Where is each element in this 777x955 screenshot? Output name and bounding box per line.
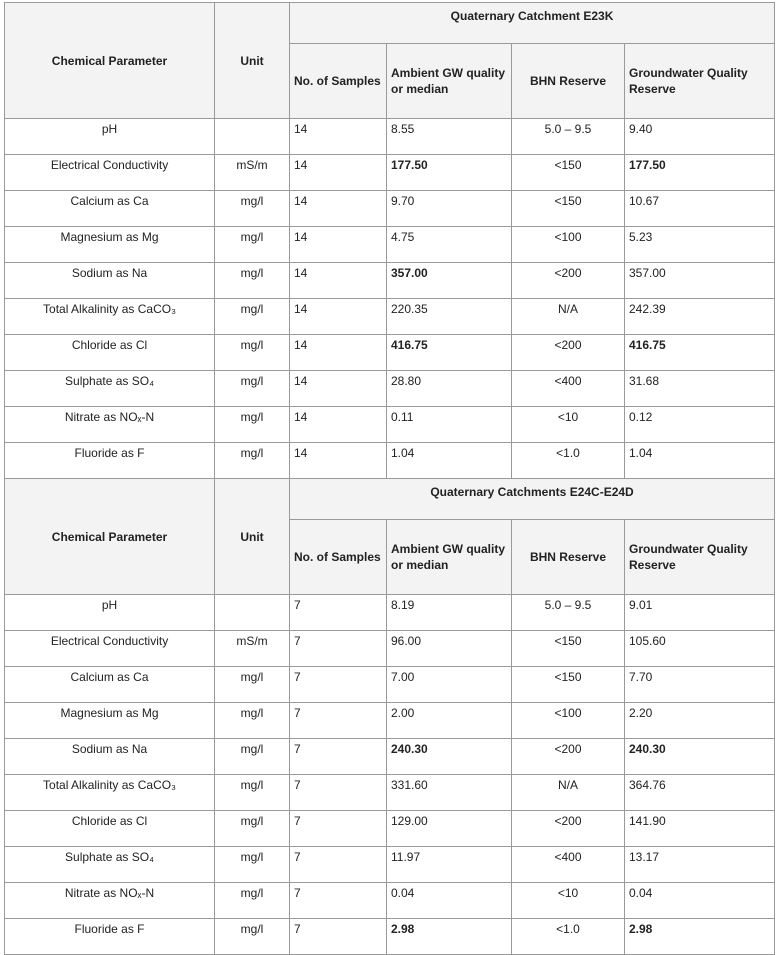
table-row [5, 407, 775, 443]
ambient-cell: 1.04 [387, 443, 512, 479]
ambient-cell: 2.98 [387, 919, 512, 955]
samples-cell: 14 [290, 119, 387, 155]
water-quality-table [4, 2, 775, 955]
table-row [5, 775, 775, 811]
table-row [5, 371, 775, 407]
header-no-of-samples: No. of Samples [290, 44, 387, 119]
samples-cell: 7 [290, 703, 387, 739]
samples-cell: 14 [290, 443, 387, 479]
chemical-parameter-cell: Calcium as Ca [5, 191, 215, 227]
samples-cell: 7 [290, 811, 387, 847]
ambient-cell: 177.50 [387, 155, 512, 191]
ambient-cell: 129.00 [387, 811, 512, 847]
chemical-parameter-cell: Sodium as Na [5, 739, 215, 775]
ambient-cell: 240.30 [387, 739, 512, 775]
bhn-reserve-cell: N/A [512, 775, 625, 811]
ambient-cell: 0.11 [387, 407, 512, 443]
bhn-reserve-cell: <100 [512, 227, 625, 263]
table-row [5, 847, 775, 883]
ambient-cell: 4.75 [387, 227, 512, 263]
bhn-reserve-cell: <1.0 [512, 919, 625, 955]
unit-cell: mg/l [215, 227, 290, 263]
chemical-parameter-cell: Nitrate as NOₓ-N [5, 883, 215, 919]
samples-cell: 7 [290, 775, 387, 811]
gwq-reserve-cell: 242.39 [625, 299, 775, 335]
chemical-parameter-cell: pH [5, 119, 215, 155]
ambient-cell: 8.55 [387, 119, 512, 155]
gwq-reserve-cell: 364.76 [625, 775, 775, 811]
gwq-reserve-cell: 2.98 [625, 919, 775, 955]
bhn-reserve-cell: <150 [512, 155, 625, 191]
ambient-cell: 11.97 [387, 847, 512, 883]
gwq-reserve-cell: 9.40 [625, 119, 775, 155]
header-chemical-parameter: Chemical Parameter [5, 479, 215, 595]
unit-cell: mS/m [215, 155, 290, 191]
unit-cell: mg/l [215, 739, 290, 775]
gwq-reserve-cell: 31.68 [625, 371, 775, 407]
ambient-cell: 8.19 [387, 595, 512, 631]
gwq-reserve-cell: 9.01 [625, 595, 775, 631]
bhn-reserve-cell: <10 [512, 407, 625, 443]
samples-cell: 14 [290, 155, 387, 191]
gwq-reserve-cell: 10.67 [625, 191, 775, 227]
chemical-parameter-cell: Chloride as Cl [5, 335, 215, 371]
unit-cell: mg/l [215, 775, 290, 811]
bhn-reserve-cell: N/A [512, 299, 625, 335]
section-title: Quaternary Catchments E24C-E24D [290, 479, 775, 520]
samples-cell: 14 [290, 371, 387, 407]
table-row [5, 919, 775, 955]
table-row [5, 739, 775, 775]
table-row [5, 155, 775, 191]
unit-cell: mg/l [215, 703, 290, 739]
header-no-of-samples: No. of Samples [290, 520, 387, 595]
section-header-row [5, 479, 775, 520]
table-row [5, 883, 775, 919]
unit-cell: mg/l [215, 299, 290, 335]
chemical-parameter-cell: Sulphate as SO₄ [5, 847, 215, 883]
unit-cell: mg/l [215, 847, 290, 883]
bhn-reserve-cell: <150 [512, 667, 625, 703]
chemical-parameter-cell: Chloride as Cl [5, 811, 215, 847]
chemical-parameter-cell: pH [5, 595, 215, 631]
unit-cell: mg/l [215, 443, 290, 479]
chemical-parameter-cell: Sulphate as SO₄ [5, 371, 215, 407]
bhn-reserve-cell: <200 [512, 739, 625, 775]
samples-cell: 14 [290, 335, 387, 371]
header-bhn-reserve: BHN Reserve [512, 520, 625, 595]
samples-cell: 7 [290, 919, 387, 955]
unit-cell: mg/l [215, 667, 290, 703]
ambient-cell: 331.60 [387, 775, 512, 811]
bhn-reserve-cell: <400 [512, 847, 625, 883]
table-row [5, 631, 775, 667]
bhn-reserve-cell: <200 [512, 335, 625, 371]
samples-cell: 7 [290, 631, 387, 667]
gwq-reserve-cell: 357.00 [625, 263, 775, 299]
ambient-cell: 7.00 [387, 667, 512, 703]
ambient-cell: 2.00 [387, 703, 512, 739]
ambient-cell: 0.04 [387, 883, 512, 919]
table-body [5, 3, 775, 955]
unit-cell: mg/l [215, 335, 290, 371]
chemical-parameter-cell: Magnesium as Mg [5, 703, 215, 739]
unit-cell: mg/l [215, 371, 290, 407]
gwq-reserve-cell: 2.20 [625, 703, 775, 739]
unit-cell: mg/l [215, 191, 290, 227]
unit-cell [215, 119, 290, 155]
gwq-reserve-cell: 13.17 [625, 847, 775, 883]
chemical-parameter-cell: Total Alkalinity as CaCO₃ [5, 775, 215, 811]
samples-cell: 7 [290, 595, 387, 631]
table-row [5, 335, 775, 371]
samples-cell: 7 [290, 667, 387, 703]
table-row [5, 443, 775, 479]
section-header-row [5, 3, 775, 44]
section-title: Quaternary Catchment E23K [290, 3, 775, 44]
table-row [5, 703, 775, 739]
gwq-reserve-cell: 141.90 [625, 811, 775, 847]
table-row [5, 667, 775, 703]
chemical-parameter-cell: Sodium as Na [5, 263, 215, 299]
bhn-reserve-cell: <1.0 [512, 443, 625, 479]
gwq-reserve-cell: 5.23 [625, 227, 775, 263]
bhn-reserve-cell: 5.0 – 9.5 [512, 595, 625, 631]
samples-cell: 14 [290, 407, 387, 443]
unit-cell: mg/l [215, 919, 290, 955]
ambient-cell: 28.80 [387, 371, 512, 407]
gwq-reserve-cell: 105.60 [625, 631, 775, 667]
samples-cell: 7 [290, 739, 387, 775]
samples-cell: 14 [290, 191, 387, 227]
table-row [5, 191, 775, 227]
samples-cell: 14 [290, 263, 387, 299]
bhn-reserve-cell: <150 [512, 191, 625, 227]
ambient-cell: 96.00 [387, 631, 512, 667]
bhn-reserve-cell: 5.0 – 9.5 [512, 119, 625, 155]
gwq-reserve-cell: 7.70 [625, 667, 775, 703]
header-gwq-reserve: Groundwater Quality Reserve [625, 520, 775, 595]
unit-cell: mg/l [215, 263, 290, 299]
table-row [5, 299, 775, 335]
header-bhn-reserve: BHN Reserve [512, 44, 625, 119]
header-ambient-gw: Ambient GW quality or median [387, 520, 512, 595]
ambient-cell: 357.00 [387, 263, 512, 299]
header-gwq-reserve: Groundwater Quality Reserve [625, 44, 775, 119]
bhn-reserve-cell: <150 [512, 631, 625, 667]
header-unit: Unit [215, 3, 290, 119]
chemical-parameter-cell: Electrical Conductivity [5, 155, 215, 191]
gwq-reserve-cell: 0.12 [625, 407, 775, 443]
ambient-cell: 416.75 [387, 335, 512, 371]
table-row [5, 263, 775, 299]
samples-cell: 14 [290, 227, 387, 263]
unit-cell: mS/m [215, 631, 290, 667]
samples-cell: 14 [290, 299, 387, 335]
header-unit: Unit [215, 479, 290, 595]
table-row [5, 595, 775, 631]
table-row [5, 227, 775, 263]
chemical-parameter-cell: Fluoride as F [5, 919, 215, 955]
bhn-reserve-cell: <10 [512, 883, 625, 919]
header-chemical-parameter: Chemical Parameter [5, 3, 215, 119]
unit-cell: mg/l [215, 883, 290, 919]
bhn-reserve-cell: <200 [512, 263, 625, 299]
samples-cell: 7 [290, 847, 387, 883]
ambient-cell: 9.70 [387, 191, 512, 227]
unit-cell: mg/l [215, 811, 290, 847]
unit-cell: mg/l [215, 407, 290, 443]
gwq-reserve-cell: 1.04 [625, 443, 775, 479]
bhn-reserve-cell: <400 [512, 371, 625, 407]
samples-cell: 7 [290, 883, 387, 919]
unit-cell [215, 595, 290, 631]
chemical-parameter-cell: Calcium as Ca [5, 667, 215, 703]
bhn-reserve-cell: <100 [512, 703, 625, 739]
gwq-reserve-cell: 240.30 [625, 739, 775, 775]
header-ambient-gw: Ambient GW quality or median [387, 44, 512, 119]
gwq-reserve-cell: 416.75 [625, 335, 775, 371]
chemical-parameter-cell: Fluoride as F [5, 443, 215, 479]
gwq-reserve-cell: 177.50 [625, 155, 775, 191]
chemical-parameter-cell: Electrical Conductivity [5, 631, 215, 667]
chemical-parameter-cell: Nitrate as NOₓ-N [5, 407, 215, 443]
table-row [5, 119, 775, 155]
chemical-parameter-cell: Total Alkalinity as CaCO₃ [5, 299, 215, 335]
chemical-parameter-cell: Magnesium as Mg [5, 227, 215, 263]
gwq-reserve-cell: 0.04 [625, 883, 775, 919]
table-row [5, 811, 775, 847]
bhn-reserve-cell: <200 [512, 811, 625, 847]
ambient-cell: 220.35 [387, 299, 512, 335]
